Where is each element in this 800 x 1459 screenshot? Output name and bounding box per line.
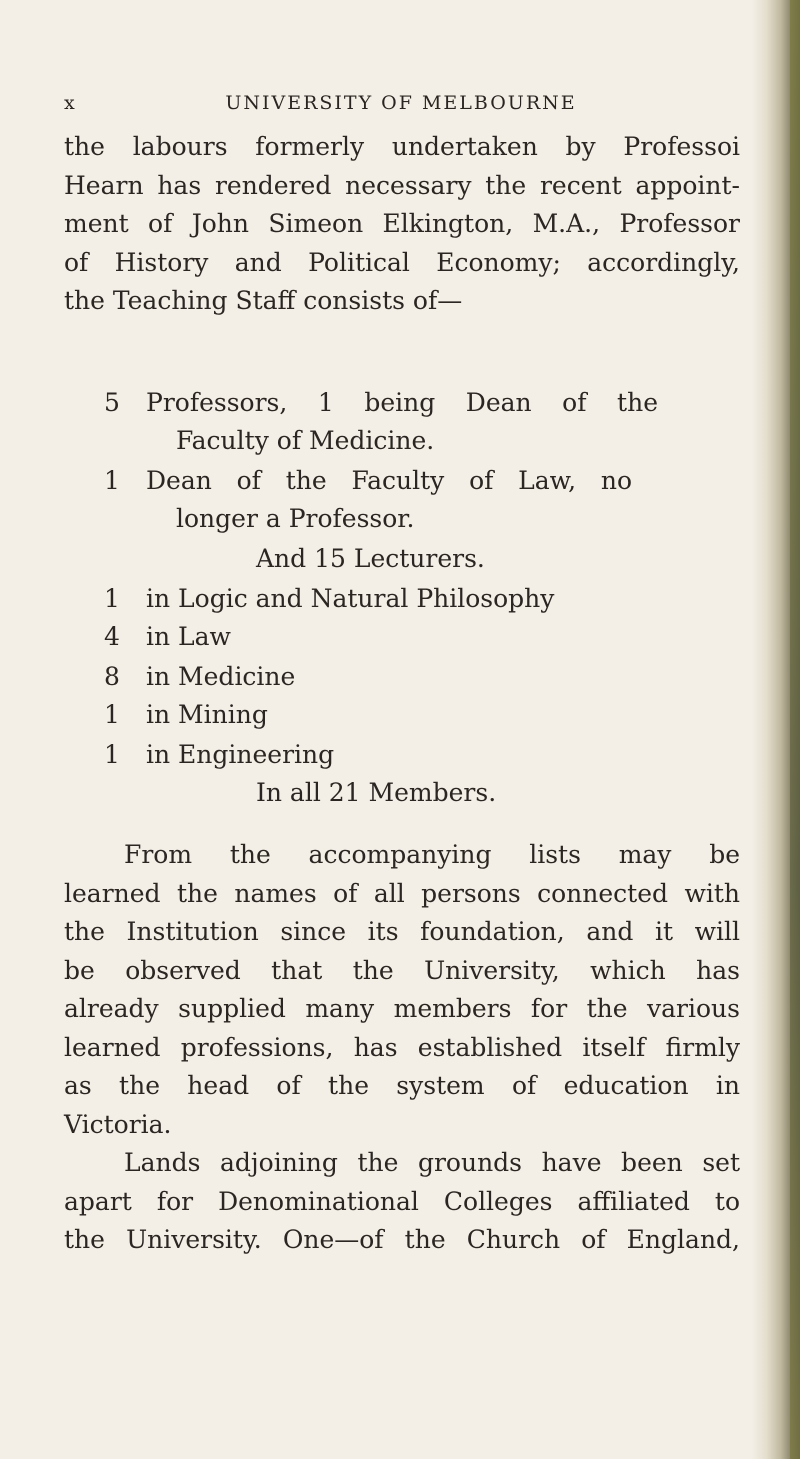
list-number: 1	[104, 584, 120, 613]
list-text: in Law	[146, 622, 231, 651]
running-head-title: UNIVERSITY OF MELBOURNE	[225, 92, 577, 114]
list-text: in Logic and Natural Philosophy	[146, 584, 555, 613]
list-text: And 15 Lecturers.	[256, 544, 485, 573]
text-line: be observed that the University, which has	[64, 955, 740, 985]
paragraph-accompanying-lists	[64, 836, 740, 1144]
text-line: as the head of the system of education in	[64, 1071, 740, 1100]
list-text: Dean of the Faculty of Law, no	[146, 466, 632, 495]
list-text: longer a Professor.	[176, 504, 415, 533]
binding-edge	[790, 0, 800, 1459]
text-line: ment of John Simeon Elkington, M.A., Professor	[64, 209, 740, 238]
text-line: the labours formerly undertaken by Professoi	[64, 132, 740, 161]
list-text: in Engineering	[146, 740, 335, 769]
list-text: Faculty of Medicine.	[176, 426, 435, 455]
text-line: learned the names of all persons connected with	[64, 878, 740, 908]
text-line: Lands adjoining the grounds have been set	[124, 1148, 740, 1177]
list-text: in Medicine	[146, 662, 296, 691]
text-line: the Institution since its foundation, and it will	[64, 917, 740, 946]
running-head	[64, 92, 740, 122]
text-line: already supplied many members for the various	[64, 994, 740, 1023]
list-text: Professors, 1 being Dean of the	[146, 388, 658, 417]
text-line: Victoria.	[64, 1109, 172, 1139]
paragraph-lands	[64, 1144, 740, 1260]
text-line: From the accompanying lists may be	[124, 840, 740, 869]
text-line: learned professions, has established itself firmly	[64, 1032, 740, 1062]
text-line: the Teaching Staff consists of—	[64, 286, 463, 315]
paragraph-teaching-staff	[64, 128, 740, 321]
text-line: of History and Political Economy; accordingly,	[64, 247, 740, 277]
list-number: 1	[104, 700, 120, 729]
list-number: 1	[104, 466, 120, 495]
list-number: 8	[104, 662, 120, 691]
list-number: 1	[104, 740, 120, 769]
list-number: 4	[104, 622, 120, 651]
list-text: In all 21 Members.	[256, 778, 497, 807]
list-number: 5	[104, 388, 120, 417]
text-line: the University. One—of the Church of England,	[64, 1225, 740, 1254]
text-line: apart for Denominational Colleges affiliated to	[64, 1186, 740, 1216]
page-number: x	[64, 92, 77, 114]
list-text: in Mining	[146, 700, 268, 729]
text-line: Hearn has rendered necessary the recent appoint-	[64, 170, 740, 200]
